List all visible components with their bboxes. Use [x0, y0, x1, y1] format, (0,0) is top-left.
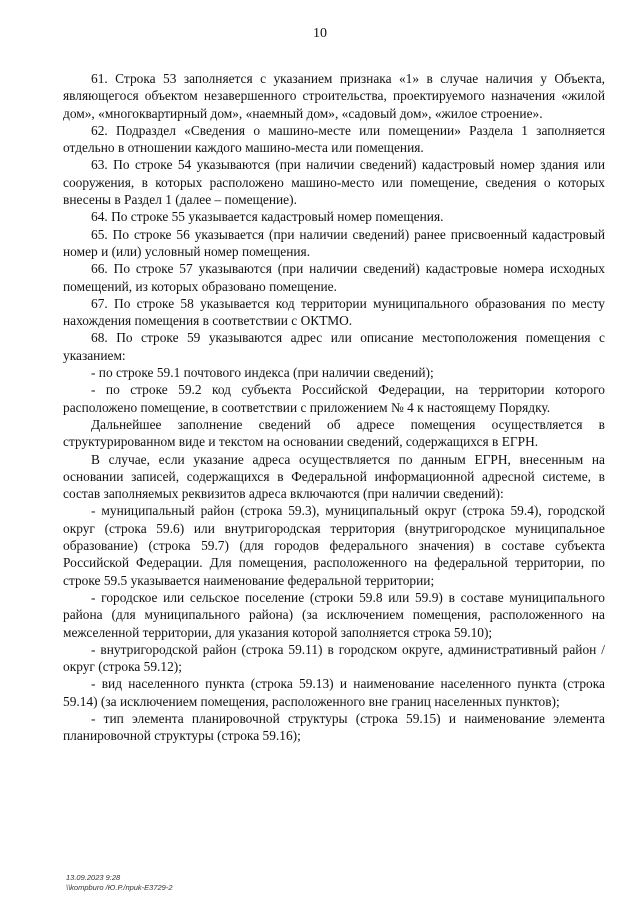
paragraph-66: 66. По строке 57 указываются (при наличии сведений) кадастровые номера исходных помещений, из которых образовано помещение. — [63, 261, 605, 294]
paragraph-62: 62. Подраздел «Сведения о машино-месте или помещении» Раздела 1 заполняется отдельно в отношении каждого машино-места или помещения. — [63, 122, 605, 156]
list-item-municipal-district: - муниципальный район (строка 59.3), муниципальный округ (строка 59.4), городской округ (строка 59.6) или внутригородская территория (внутригородское муниципальное образование) (строка 59.7) (для городов федерального значения) в составе субъекта Российской Федерации. Для помещения, расположенного на федеральной территории, по строке 59.5 указывается наименование федеральной территории; — [63, 503, 605, 588]
paragraph-address-egrn: В случае, если указание адреса осуществляется по данным ЕГРН, внесенным на основании записей, содержащихся в Федеральной информационной адресной системе, в состав заполняемых реквизитов адреса включаются (при наличии сведений): — [63, 451, 605, 502]
list-item-intracity-district: - внутригородской район (строка 59.11) в городском округе, административный район / округ (строка 59.12); — [63, 641, 605, 675]
list-item-59-2: - по строке 59.2 код субъекта Российской Федерации, на территории которого расположено помещение, в соответствии с приложением № 4 к настоящему Порядку. — [63, 382, 605, 415]
paragraph-61: 61. Строка 53 заполняется с указанием признака «1» в случае наличия у Объекта, являющегося объектом незавершенного строительства, проектируемого назначения «жилой дом», «многоквартирный дом», «наемный дом», «садовый дом», «жилое строение». — [63, 71, 605, 121]
list-item-settlement: - городское или сельское поселение (строки 59.8 или 59.9) в составе муниципального района (для муниципального района) (за исключением помещения, расположенного на межселенной территории, для указания которой заполняется строка 59.10); — [63, 589, 605, 640]
footer-path: \\kompburo /Ю.Р./приk-E3729-2 — [66, 882, 173, 892]
paragraph-65: 65. По строке 56 указывается (при наличии сведений) ранее присвоенный кадастровый номер и (или) условный номер помещения. — [63, 226, 605, 259]
footer-date: 13.09.2023 9:28 — [66, 873, 121, 882]
document-footer — [66, 873, 173, 892]
paragraph-64: 64. По строке 55 указывается кадастровый номер помещения. — [91, 209, 444, 225]
paragraph-63: 63. По строке 54 указываются (при наличии сведений) кадастровый номер здания или сооружения, в которых расположено машино-место или помещение, сведения о которых внесены в Раздел 1 (далее – помещение). — [63, 157, 605, 208]
page-number: 10 — [313, 26, 327, 41]
document-body — [63, 70, 605, 745]
paragraph-68: 68. По строке 59 указываются адрес или описание местоположения помещения с указанием: — [63, 330, 605, 363]
list-item-59-1: - по строке 59.1 почтового индекса (при наличии сведений); — [91, 365, 434, 381]
list-item-planning-structure: - тип элемента планировочной структуры (строка 59.15) и наименование элемента планировочной структуры (строка 59.16); — [63, 710, 605, 744]
list-item-locality: - вид населенного пункта (строка 59.13) и наименование населенного пункта (строка 59.14) (за исключением помещения, расположенного вне границ населенных пунктов); — [63, 676, 605, 709]
paragraph-67: 67. По строке 58 указывается код территории муниципального образования по месту нахождения помещения в соответствии с ОКТМО. — [63, 295, 605, 329]
paragraph-address-structure: Дальнейшее заполнение сведений об адресе помещения осуществляется в структурированном виде и текстом на основании сведений, содержащихся в ЕГРН. — [63, 416, 605, 450]
